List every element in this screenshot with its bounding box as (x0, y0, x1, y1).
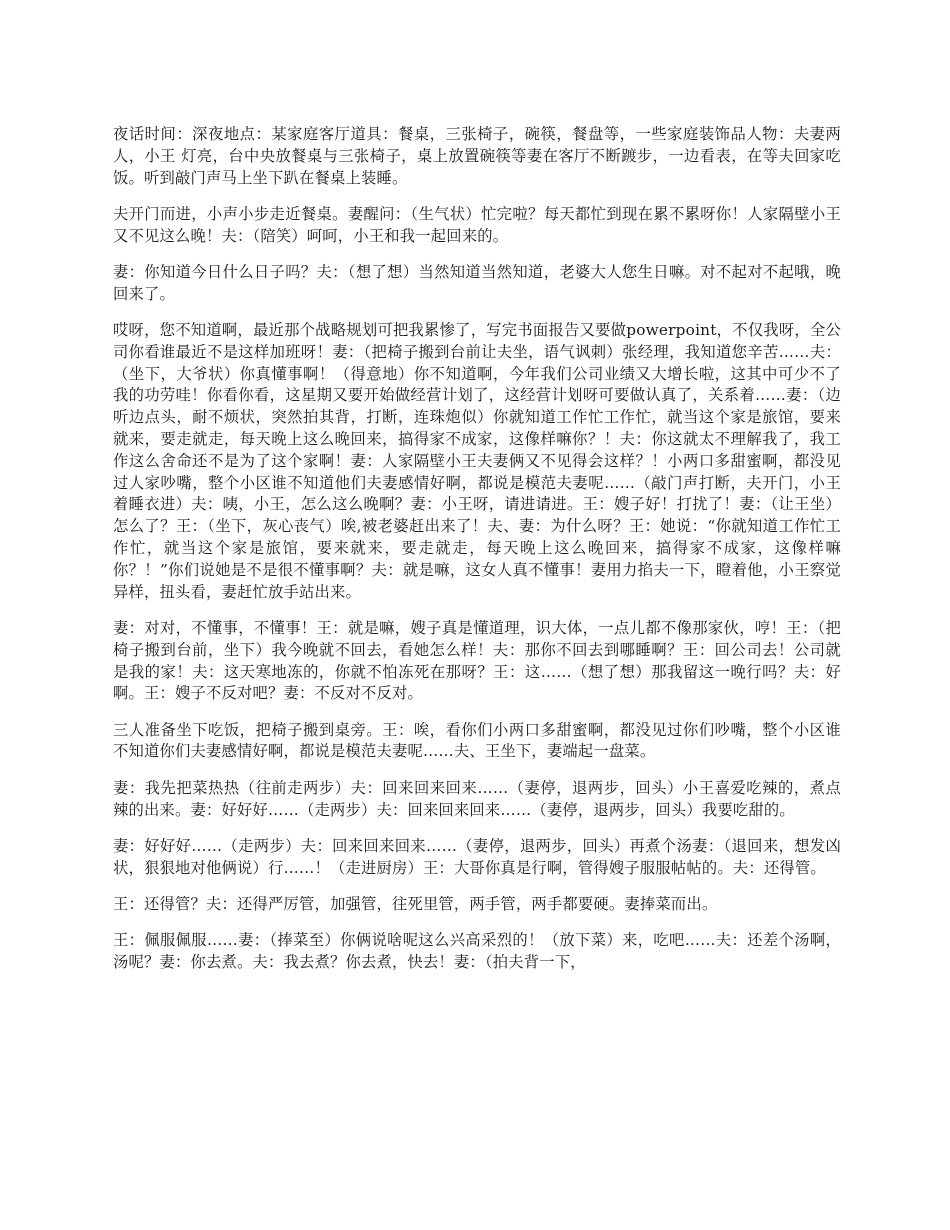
paragraph-make-soup: 妻：好好好……（走两步）夫：回来回来回来……（妻停，退两步，回头）再煮个汤妻：（退回来，想发凶状，狠狠地对他俩说）行……！（走进厨房）王：大哥你真是行啊，管得嫂子服服帖帖的。夫：还得管。 (113, 836, 841, 877)
paragraph-birthday: 妻：你知道今日什么日子吗？夫：（想了想）当然知道当然知道，老婆大人您生日嘛。对不起对不起哦，晚回来了。 (113, 262, 841, 303)
paragraph-dinner-prep: 三人准备坐下吃饭，把椅子搬到桌旁。王：唉，看你们小两口多甜蜜啊，都没见过你们吵嘴，整个小区谁不知道你们夫妻感情好啊，都说是模范夫妻呢……夫、王坐下，妻端起一盘菜。 (113, 720, 841, 761)
paragraph-argument: 哎呀，您不知道啊，最近那个战略规划可把我累惨了，写完书面报告又要做powerpoint，不仅我呀，全公司你看谁最近不是这样加班呀！妻：（把椅子搬到台前让夫坐，语气讽刺）张经理，我知道您辛苦……夫：（坐下，大爷状）你真懂事啊！（得意地）你不知道啊，今年我们公司业绩又大增长啦，这其中可少不了我的功劳哇！你看你看，这星期又要开始做经营计划了，这经营计划呀可要做认真了，关系着……妻：（边听边点头，耐不烦状，突然拍其背，打断，连珠炮似）你就知道工作忙工作忙，就当这个家是旅馆，要来就来，要走就走，每天晚上这么晚回来，搞得家不成家，这像样嘛你？！夫：你这就太不理解我了，我工作这么舍命还不是为了这个家啊！妻：人家隔壁小王夫妻俩又不见得会这样？！小两口多甜蜜啊，都没见过人家吵嘴，整个小区谁不知道他们夫妻感情好啊，都说是模范夫妻呢……（敲门声打断，夫开门，小王着睡衣进）夫：咦，小王，怎么这么晚啊？妻：小王呀，请进请进。王：嫂子好！打扰了！妻：（让王坐）怎么了？王：（坐下，灰心丧气）唉,被老婆赶出来了！夫、妻：为什么呀？王：她说：“你就知道工作忙工作忙，就当这个家是旅馆，要来就来，要走就走，每天晚上这么晚回来，搞得家不成家，这像样嘛你？！”你们说她是不是很不懂事啊？夫：就是嘛，这女人真不懂事！妻用力掐夫一下，瞪着他，小王察觉异样，扭头看，妻赶忙放手站出来。 (113, 321, 841, 601)
paragraph-admire: 王：佩服佩服……妻：（捧菜至）你俩说啥呢这么兴高采烈的！（放下菜）来，吃吧……夫：还差个汤啊，汤呢？妻：你去煮。夫：我去煮？你去煮，快去！妻：（拍夫背一下， (113, 931, 841, 971)
paragraph-scene-setting: 夜话时间：深夜地点：某家庭客厅道具：餐桌，三张椅子，碗筷，餐盘等，一些家庭装饰品人物：夫妻两人，小王 灯亮，台中央放餐桌与三张椅子，桌上放置碗筷等妻在客厅不断踱步，一边看表，在等夫回家吃饭。听到敲门声马上坐下趴在餐桌上装睡。 (113, 125, 841, 187)
paragraph-husband-enters: 夫开门而进，小声小步走近餐桌。妻醒问：（生气状）忙完啦？每天都忙到现在累不累呀你！人家隔壁小王又不见这么晚！夫：（陪笑）呵呵，小王和我一起回来的。 (113, 204, 841, 245)
document-body (113, 124, 841, 988)
paragraph-strict-manage: 王：还得管？夫：还得严厉管，加强管，往死里管，两手管，两手都要硬。妻捧菜而出。 (113, 894, 718, 913)
paragraph-wang-stays: 妻：对对，不懂事，不懂事！王：就是嘛，嫂子真是懂道理，识大体，一点儿都不像那家伙，哼！王：（把椅子搬到台前，坐下）我今晚就不回去，看她怎么样！夫：那你不回去到哪睡啊？王：回公司去！公司就是我的家！夫：这天寒地冻的，你就不怕冻死在那呀？王：这……（想了想）那我留这一晚行吗？夫：好啊。王：嫂子不反对吧？妻：不反对不反对。 (113, 618, 841, 703)
paragraph-heat-dishes: 妻：我先把菜热热（往前走两步）夫：回来回来回来……（妻停，退两步，回头）小王喜爱吃辣的，煮点辣的出来。妻：好好好……（走两步）夫：回来回来回来……（妻停，退两步，回头）我要吃甜的。 (113, 778, 841, 819)
